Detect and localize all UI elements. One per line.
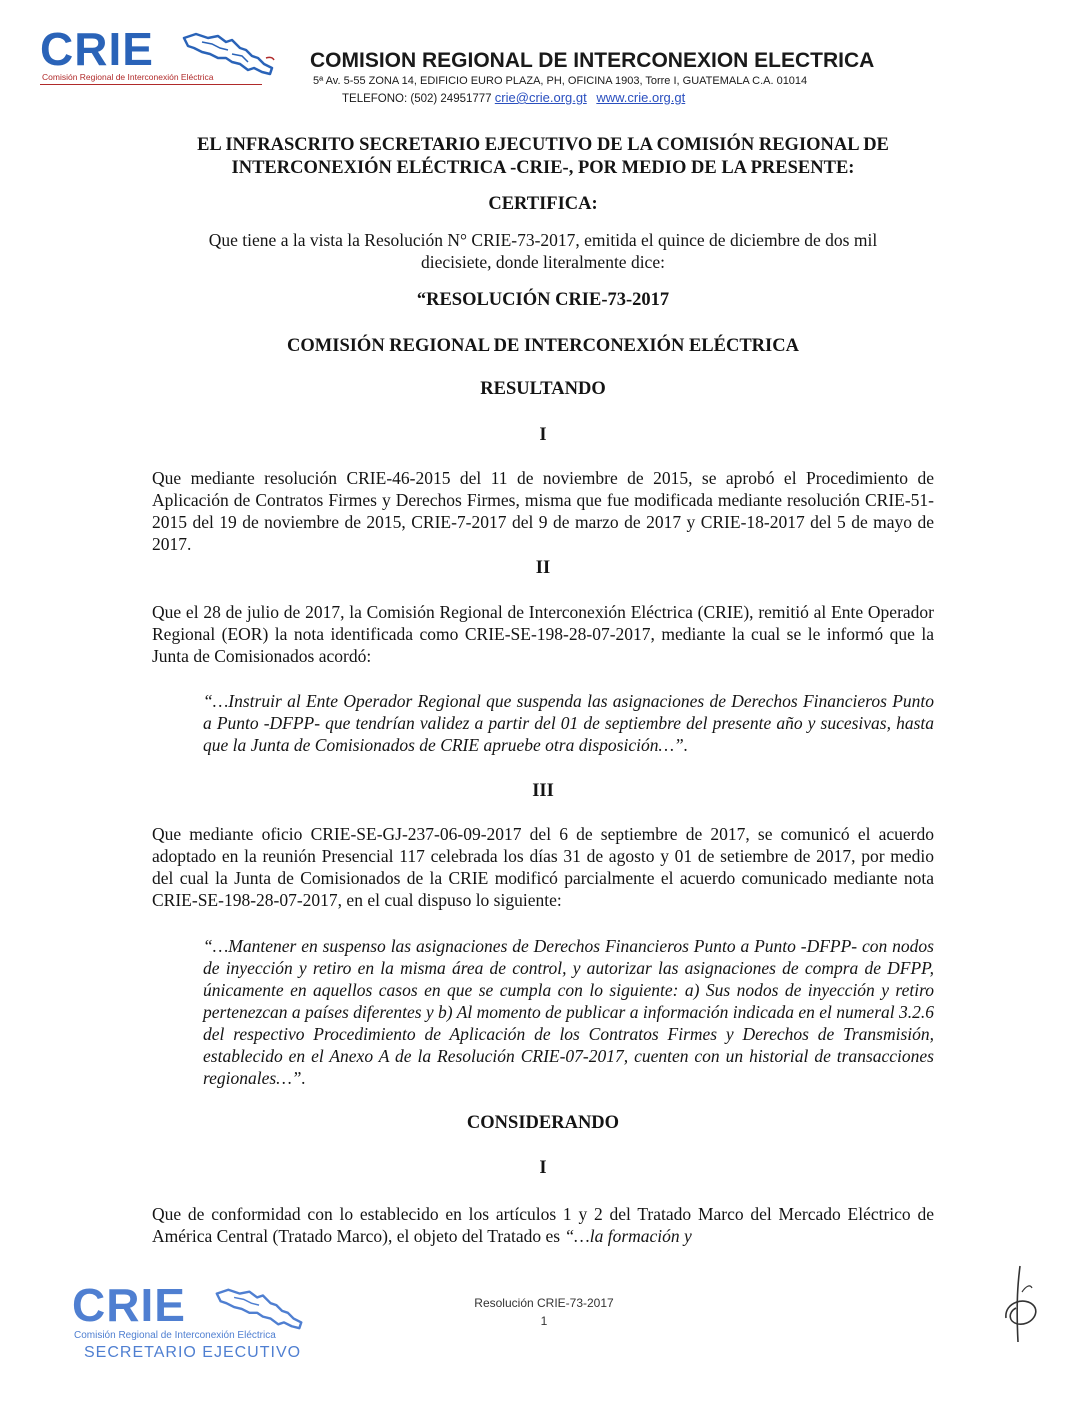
resultando-numeral-1: I: [539, 425, 547, 445]
signature-icon: [996, 1262, 1046, 1346]
certification-statement-line-1: Que tiene a la vista la Resolución N° CRIE-73-2017, emitida el quince de diciembre de dos mil: [208, 230, 878, 250]
central-america-map-icon: [182, 28, 276, 78]
stamp-subtitle: Comisión Regional de Interconexión Eléctrica: [74, 1330, 276, 1341]
considerando-numeral-1: I: [539, 1158, 547, 1178]
resolution-title: “RESOLUCIÓN CRIE-73-2017: [416, 290, 670, 310]
email-link[interactable]: crie@crie.org.gt: [494, 90, 587, 105]
stamp-map-icon: [212, 1284, 308, 1332]
logo-text: CRIE: [40, 23, 154, 75]
stamp-title: SECRETARIO EJECUTIVO: [84, 1344, 302, 1361]
considerando-paragraph-1-text: Que de conformidad con lo establecido en los artículos 1 y 2 del Tratado Marco del Mercado Eléctrico de América Central (Tratado Marco), el objeto del Tratado es: [152, 1204, 934, 1246]
logo-underline: [40, 84, 262, 85]
resultando-paragraph-3: Que mediante oficio CRIE-SE-GJ-237-06-09-2017 del 6 de septiembre de 2017, se comunicó el acuerdo adoptado en la reunión Presencial 117 celebrada los días 31 de agosto y 01 de setiembre de 2017, por medio del cual la Junta de Comisionados de la CRIE modificó parcialmente el acuerdo comunicado mediante nota CRIE-SE-198-28-07-2017, en el cual dispuso lo siguiente:: [152, 824, 934, 910]
commission-name-heading: COMISIÓN REGIONAL DE INTERCONEXIÓN ELÉCTRICA: [287, 336, 799, 356]
organization-contact: [342, 90, 685, 105]
resultando-paragraph-1: Que mediante resolución CRIE-46-2015 del 11 de noviembre de 2015, se aprobó el Procedimiento de Aplicación de Contratos Firmes y Derechos Firmes, misma que fue modificada mediante resolución CRIE-51-2015 del 19 de noviembre de 2015, CRIE-7-2017 del 9 de marzo de 2017 y CRIE-18-2017 del 5 de mayo de 2017.: [152, 468, 934, 554]
resultando-numeral-2: II: [535, 558, 551, 578]
certification-statement-line-2: diecisiete, donde literalmente dice:: [421, 252, 665, 272]
considerando-paragraph-1: [152, 1203, 934, 1247]
resultando-heading: RESULTANDO: [480, 379, 606, 399]
logo-subtitle: Comisión Regional de Interconexión Eléctrica: [42, 72, 214, 82]
page-number: 1: [540, 1314, 548, 1328]
organization-name: COMISION REGIONAL DE INTERCONEXION ELECTRICA: [310, 49, 875, 72]
website-link[interactable]: www.crie.org.gt: [596, 90, 686, 105]
certification-intro-line-1: EL INFRASCRITO SECRETARIO EJECUTIVO DE LA COMISIÓN REGIONAL DE: [197, 135, 889, 155]
resultando-paragraph-2: Que el 28 de julio de 2017, la Comisión Regional de Interconexión Eléctrica (CRIE), remitió al Ente Operador Regional (EOR) la nota identificada como CRIE-SE-198-28-07-2017, mediante la cual se le informó que la Junta de Comisionados acordó:: [152, 602, 934, 666]
considerando-heading: CONSIDERANDO: [466, 1113, 620, 1133]
resultando-numeral-3: III: [532, 781, 554, 801]
phone-number: TELEFONO: (502) 24951777: [342, 93, 492, 105]
certification-intro-line-2: INTERCONEXIÓN ELÉCTRICA -CRIE-, POR MEDIO DE LA PRESENTE:: [231, 158, 855, 178]
considerando-paragraph-1-quote: “…la formación y: [564, 1226, 692, 1246]
organization-address: 5ª Av. 5-55 ZONA 14, EDIFICIO EURO PLAZA, PH, OFICINA 1903, Torre I, GUATEMALA C.A. 01014: [313, 75, 808, 87]
footer-resolution-label: Resolución CRIE-73-2017: [474, 1296, 614, 1310]
resultando-quote-1: “…Instruir al Ente Operador Regional que suspenda las asignaciones de Derechos Financieros Punto a Punto -DFPP- que tendrían validez a partir del 01 de septiembre del presente año y sucesivas, hasta que la Junta de Comisionados de CRIE apruebe otra disposición…”.: [203, 691, 934, 755]
stamp-logo-text: CRIE: [72, 1279, 186, 1331]
secretary-stamp: [70, 1279, 320, 1372]
crie-logo: [40, 23, 276, 86]
certifica-heading: CERTIFICA:: [488, 194, 598, 214]
resultando-quote-2: “…Mantener en suspenso las asignaciones de Derechos Financieros Punto a Punto -DFPP- con nodos de inyección y retiro en la misma área de control, y autorizar las asignaciones de compra de DFPP, únicamente en aquellos casos en que se cumpla con lo siguiente: a) Sus nodos de inyección y retiro pertenezcan a países diferentes y b) Al momento de publicar a información indicada en el numeral 3.2.6 del respectivo Procedimiento de Aplicación de los Contratos Firmes y Derechos de Transmisión, establecido en el Anexo A de la Resolución CRIE-07-2017, cuenten con un historial de transacciones regionales…”.: [203, 936, 934, 1088]
